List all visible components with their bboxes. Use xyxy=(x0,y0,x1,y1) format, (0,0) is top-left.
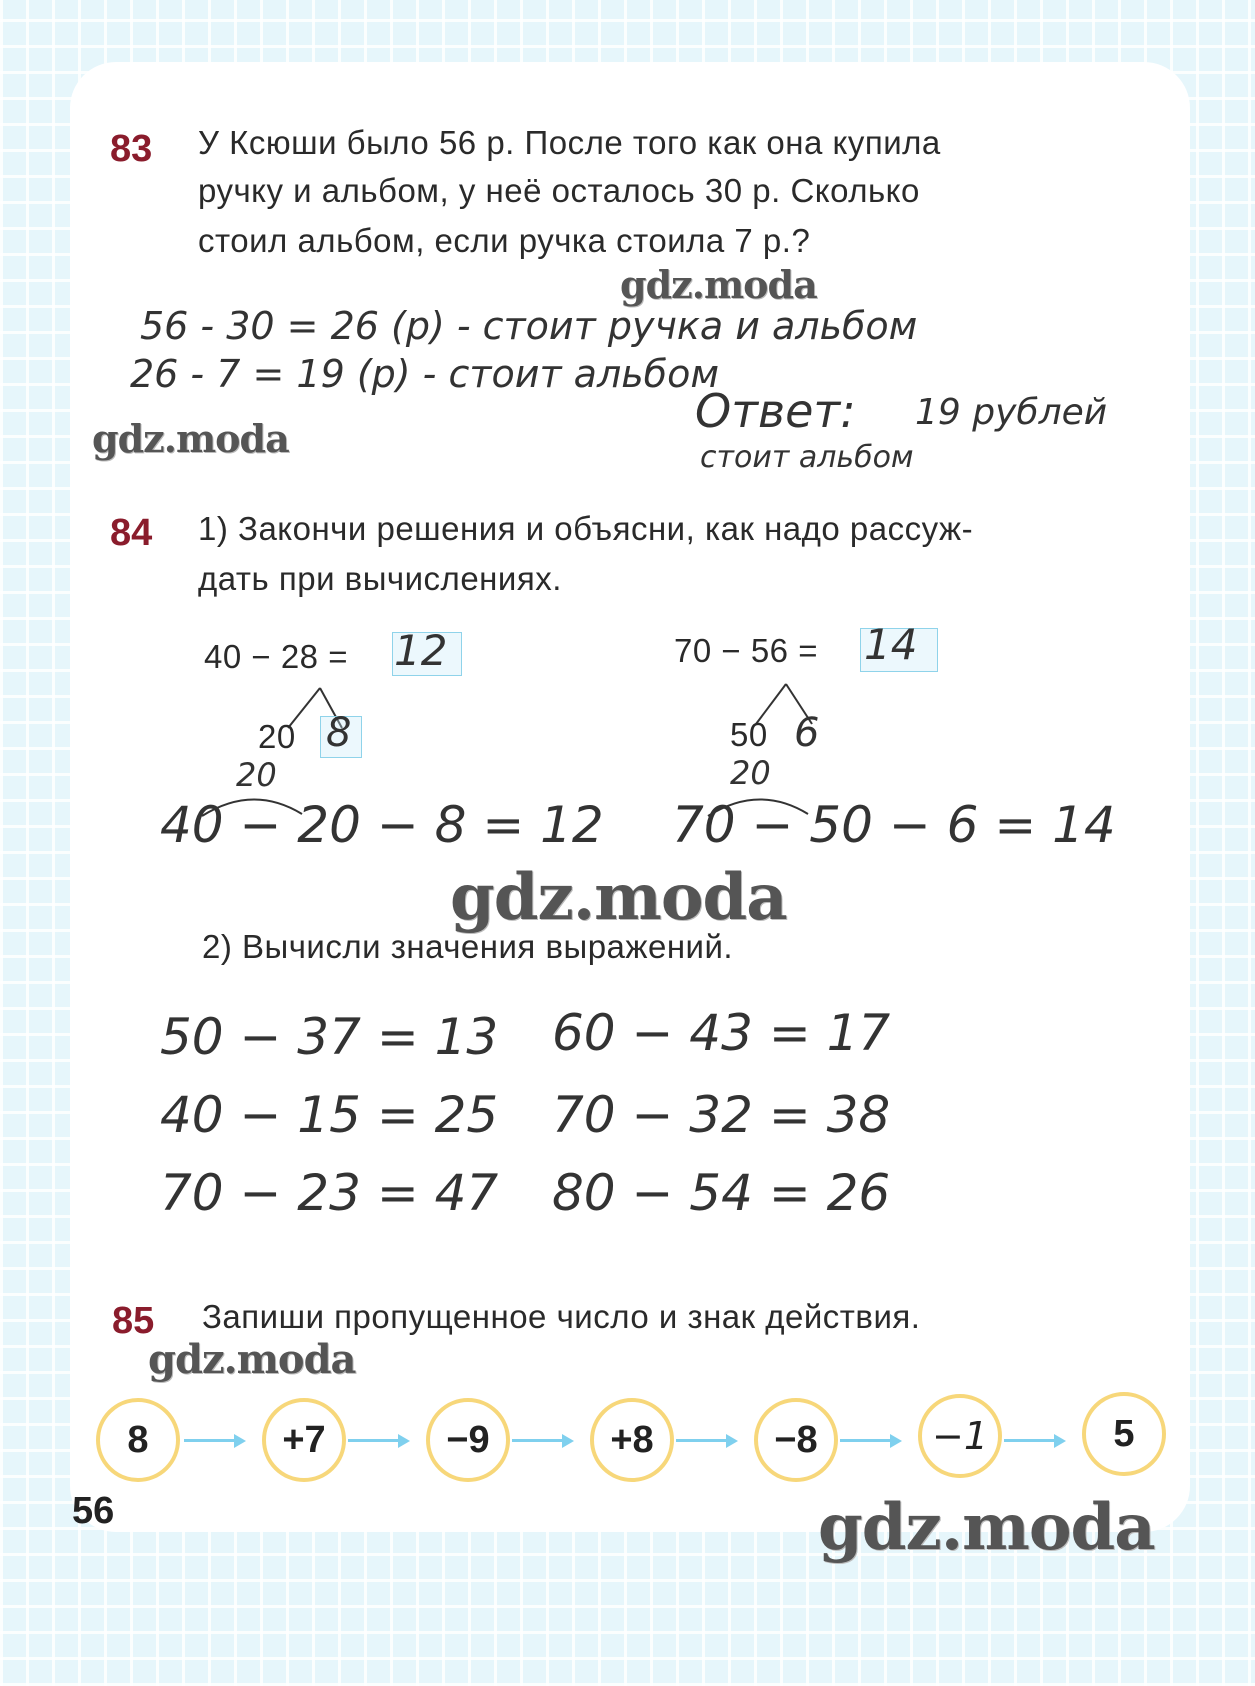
answer-label: Ответ: xyxy=(695,384,856,438)
task-number-84: 84 xyxy=(110,512,153,554)
expression-left-2: 40 − 15 = 25 xyxy=(160,1086,499,1144)
chain-step-2: +7 xyxy=(262,1398,346,1482)
task-85-text: Запиши пропущенное число и знак действия. xyxy=(202,1298,921,1335)
chain-arrow xyxy=(512,1439,564,1442)
task-84-part1-line-2: дать при вычислениях. xyxy=(198,560,562,597)
task-83-line-1: У Ксюши было 56 р. После того как она купила xyxy=(198,124,941,161)
expression-left-1: 50 − 37 = 13 xyxy=(160,1008,499,1066)
chain-arrow xyxy=(184,1439,236,1442)
example-1-split-b: 8 xyxy=(326,710,352,756)
chain-step-3: −9 xyxy=(426,1398,510,1482)
chain-arrow xyxy=(840,1439,892,1442)
chain-arrow xyxy=(348,1439,400,1442)
chain-arrow-head xyxy=(398,1434,410,1448)
page-number: 56 xyxy=(72,1490,115,1532)
chain-step-5: −8 xyxy=(754,1398,838,1482)
chain-step-7: 5 xyxy=(1082,1392,1166,1476)
chain-arrow xyxy=(1004,1439,1056,1442)
watermark: gdz.moda xyxy=(450,860,787,935)
expression-right-2: 70 − 32 = 38 xyxy=(552,1086,891,1144)
expression-right-3: 80 − 54 = 26 xyxy=(552,1164,891,1222)
task-84-part1-line-1: 1) Закончи решения и объясни, как надо рассуж- xyxy=(198,510,974,547)
chain-step-4: +8 xyxy=(590,1398,674,1482)
expression-right-1: 60 − 43 = 17 xyxy=(552,1004,891,1062)
example-2-line: 70 − 50 − 6 = 14 xyxy=(672,796,1116,854)
solution-line-2: 26 - 7 = 19 (р) - стоит альбом xyxy=(130,352,719,396)
watermark: gdz.moda xyxy=(148,1336,356,1383)
example-1-over: 20 xyxy=(236,756,277,794)
watermark: gdz.moda xyxy=(818,1490,1155,1565)
example-2-split-b: 6 xyxy=(794,710,820,756)
chain-step-1: 8 xyxy=(96,1398,180,1482)
solution-line-1: 56 - 30 = 26 (р) - стоит ручка и альбом xyxy=(140,304,918,348)
chain-arrow-head xyxy=(562,1434,574,1448)
example-2-over: 20 xyxy=(730,754,771,792)
chain-arrow-head xyxy=(890,1434,902,1448)
watermark: gdz.moda xyxy=(620,262,817,307)
example-1-answer: 12 xyxy=(394,626,448,675)
example-2-expression: 70 − 56 = xyxy=(674,632,818,669)
chain-arrow-head xyxy=(234,1434,246,1448)
chain-arrow-head xyxy=(1054,1434,1066,1448)
watermark: gdz.moda xyxy=(92,416,289,461)
chain-step-6: −1 xyxy=(918,1394,1002,1478)
task-83-line-3: стоил альбом, если ручка стоила 7 р.? xyxy=(198,222,811,259)
chain-arrow-head xyxy=(726,1434,738,1448)
task-84-part2: 2) Вычисли значения выражений. xyxy=(202,928,734,965)
example-1-line: 40 − 20 − 8 = 12 xyxy=(160,796,604,854)
task-83-line-2: ручку и альбом, у неё осталось 30 р. Сколько xyxy=(198,172,920,209)
example-2-answer: 14 xyxy=(864,620,918,669)
expression-left-3: 70 − 23 = 47 xyxy=(160,1164,499,1222)
answer-line-2: стоит альбом xyxy=(700,440,914,475)
task-number-85: 85 xyxy=(112,1300,155,1342)
task-number-83: 83 xyxy=(110,128,153,170)
answer-value: 19 рублей xyxy=(915,392,1108,433)
example-1-split-a: 20 xyxy=(258,718,296,755)
example-1-expression: 40 − 28 = xyxy=(204,638,348,675)
example-2-split-a: 50 xyxy=(730,716,768,753)
chain-arrow xyxy=(676,1439,728,1442)
